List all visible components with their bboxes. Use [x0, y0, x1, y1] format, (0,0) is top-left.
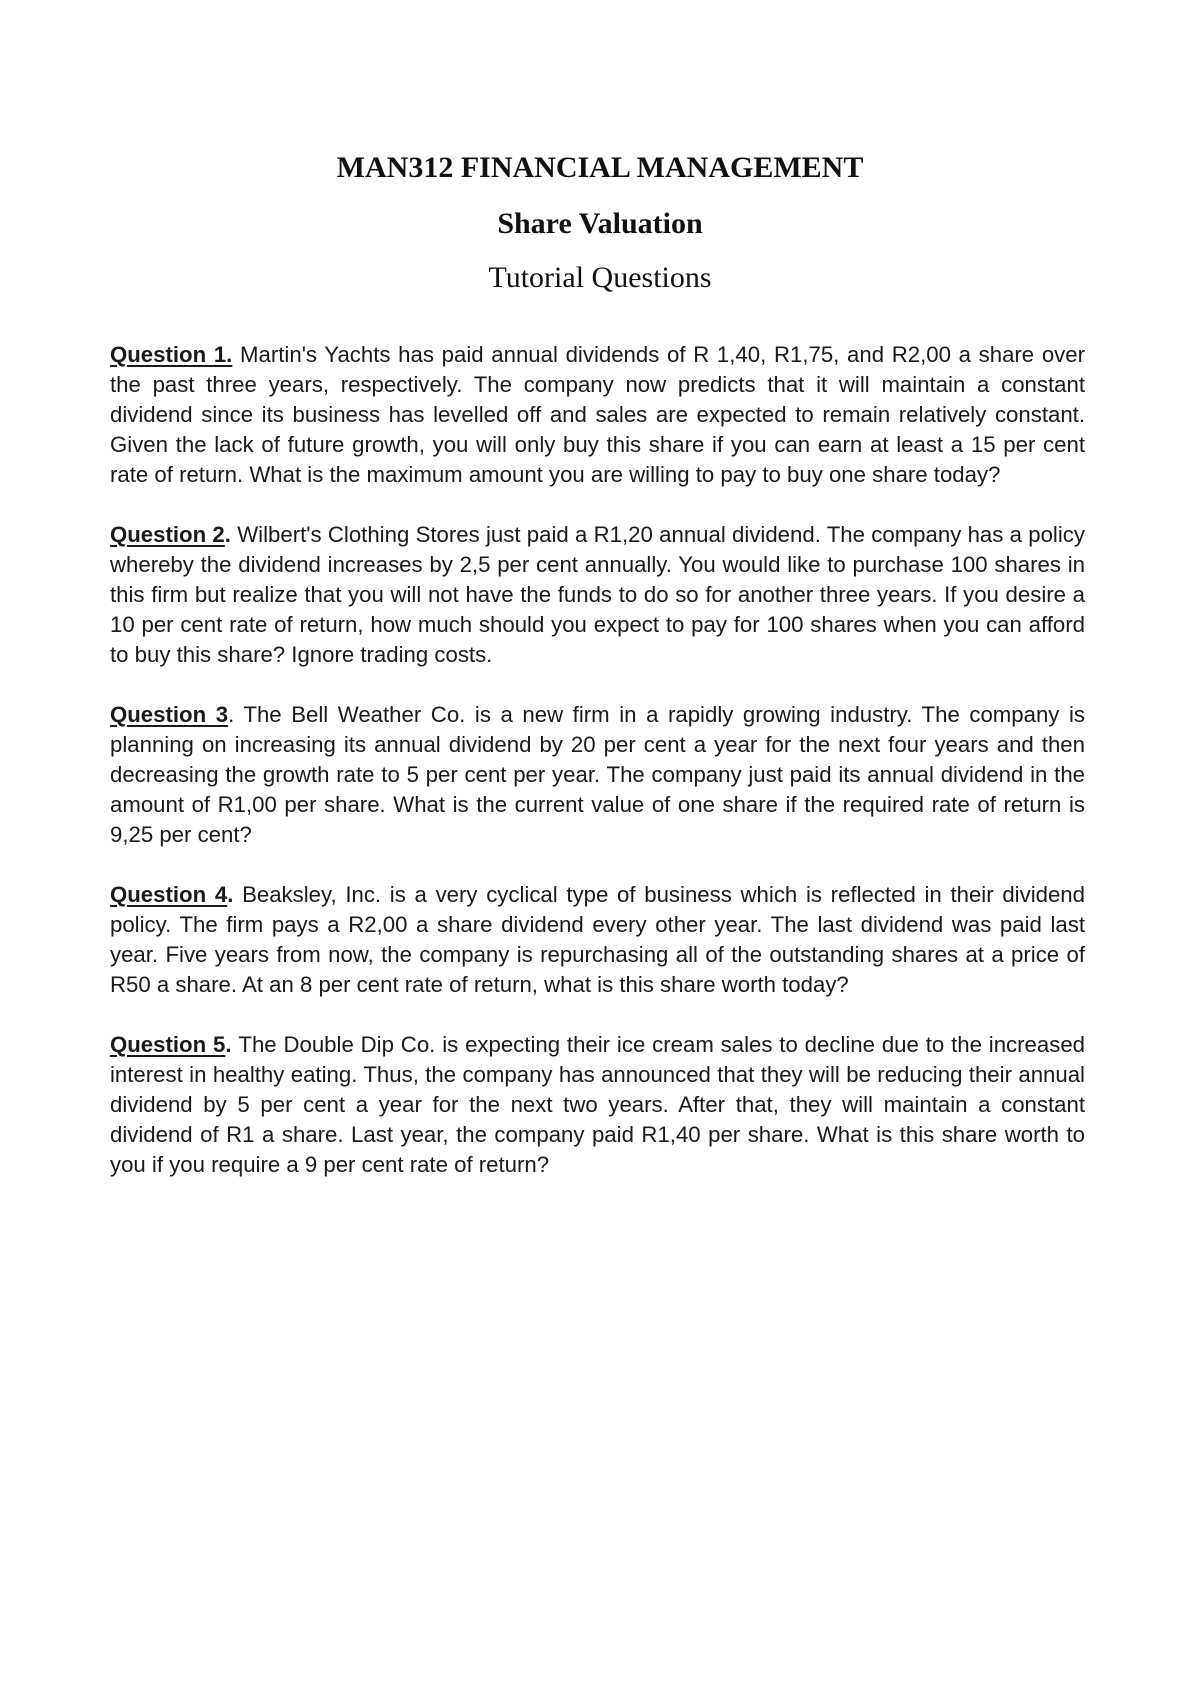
question-3 — [110, 700, 1085, 850]
question-5-text: The Double Dip Co. is expecting their ice cream sales to decline due to the increased interest in healthy eating. Thus, the company has announced that they will be reducing their annual dividend by 5 per cent a year for the next two years. After that, they will maintain a constant dividend of R1 a share. Last year, the company paid R1,40 per share. What is this share worth to you if you require a 9 per cent rate of return? — [110, 1032, 1085, 1177]
question-4-separator: . — [227, 882, 243, 907]
document-subtitle: Share Valuation — [497, 207, 703, 240]
question-3-separator: . — [228, 702, 244, 727]
question-4-label: Question 4 — [110, 882, 228, 907]
question-2-separator: . — [224, 522, 238, 547]
question-5-label: Question 5 — [110, 1032, 226, 1057]
question-1-separator — [232, 342, 240, 367]
question-1 — [110, 340, 1085, 490]
document-heading: Tutorial Questions — [488, 261, 712, 294]
question-1-text: Martin's Yachts has paid annual dividends of R 1,40, R1,75, and R2,00 a share over the past three years, respectively. The company now predicts that it will maintain a constant dividend since its business has levelled off and sales are expected to remain relatively constant. Given the lack of future growth, you will only buy this share if you can earn at least a 15 per cent rate of return. What is the maximum amount you are willing to pay to buy one share today? — [110, 342, 1085, 487]
document-header — [0, 150, 1200, 296]
question-5 — [110, 1030, 1085, 1180]
question-2 — [110, 520, 1085, 670]
document-title: MAN312 FINANCIAL MANAGEMENT — [336, 151, 864, 184]
question-4-text: Beaksley, Inc. is a very cyclical type of business which is reflected in their dividend policy. The firm pays a R2,00 a share dividend every other year. The last dividend was paid last year. Five years from now, the company is repurchasing all of the outstanding shares at a price of R50 a share. At an 8 per cent rate of return, what is this share worth today? — [110, 882, 1085, 997]
question-2-text: Wilbert's Clothing Stores just paid a R1,20 annual dividend. The company has a policy whereby the dividend increases by 2,5 per cent annually. You would like to purchase 100 shares in this firm but realize that you will not have the funds to do so for another three years. If you desire a 10 per cent rate of return, how much should you expect to pay for 100 shares when you can afford to buy this share? Ignore trading costs. — [110, 522, 1085, 667]
question-3-text: The Bell Weather Co. is a new firm in a rapidly growing industry. The company is planning on increasing its annual dividend by 20 per cent a year for the next four years and then decreasing the growth rate to 5 per cent per year. The company just paid its annual dividend in the amount of R1,00 per share. What is the current value of one share if the required rate of return is 9,25 per cent? — [110, 702, 1085, 847]
question-1-label: Question 1. — [110, 342, 233, 367]
question-2-label: Question 2 — [110, 522, 225, 547]
question-5-separator: . — [225, 1032, 239, 1057]
question-list — [110, 340, 1085, 1180]
question-3-label: Question 3 — [110, 702, 229, 727]
question-4 — [110, 880, 1085, 1000]
